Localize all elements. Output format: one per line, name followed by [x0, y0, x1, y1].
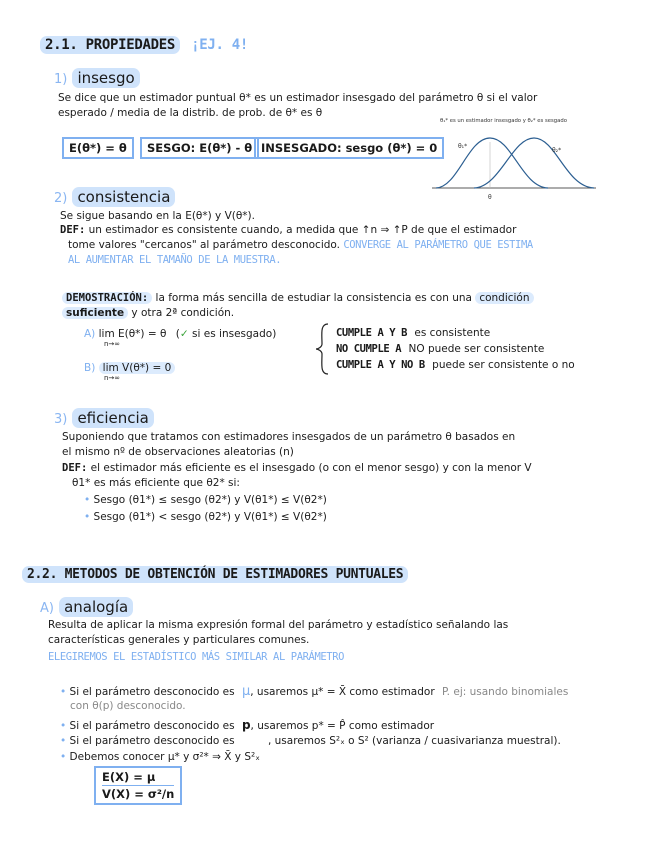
eficiencia-title: eficiencia: [72, 408, 153, 428]
insesgo-title: insesgo: [72, 68, 139, 88]
eficiencia-bullet-1: • Sesgo (θ1*) ≤ sesgo (θ2*) y V(θ1*) ≤ V(θ2*): [84, 494, 327, 506]
demostracion-line1: DEMOSTRACIÓN: la forma más sencilla de estudiar la consistencia es con una condición: [62, 292, 534, 305]
axis-theta-label: θ: [488, 194, 492, 201]
condition-a-limit: n→∞: [104, 340, 121, 348]
condition-a: A) lim E(θ*) = θ (✓ si es insesgado): [84, 328, 277, 340]
analogia-bullet-1-note: con θ(p) desconocido.: [70, 700, 186, 712]
bias-distribution-diagram: [428, 114, 600, 202]
eficiencia-line1: Suponiendo que tratamos con estimadores insesgados de un parámetro θ basados en: [62, 431, 516, 443]
condition-b: B) lim V(θ*) = 0: [84, 362, 175, 375]
curve-label-2: θ₂*: [552, 147, 562, 154]
eficiencia-def-line2: θ1* es más eficiente que θ2* si:: [72, 477, 240, 489]
consistencia-def-line1: DEF: un estimador es consistente cuando, a medida que ↑n ⇒ ↑P de que el estimador: [60, 224, 517, 236]
unbiased-box: INSESGADO: sesgo (θ*) = 0: [254, 137, 444, 159]
consistencia-intro: Se sigue basando en la E(θ*) y V(θ*).: [60, 210, 255, 222]
consistencia-title: consistencia: [72, 187, 175, 207]
insesgo-heading: 1) insesgo: [54, 68, 140, 87]
eficiencia-line2: el mismo nº de observaciones aleatorias (n): [62, 446, 294, 458]
result-brace: [314, 322, 334, 376]
analogia-bullet-3: • Si el parámetro desconocido es , usaremos S²ₓ o S² (varianza / cuasivarianza muestral).: [60, 735, 561, 747]
result-1: CUMPLE A Y B es consistente: [336, 327, 491, 339]
eficiencia-heading: 3) eficiencia: [54, 408, 154, 427]
insesgo-definition-line1: Se dice que un estimador puntual θ* es un estimador insesgado del parámetro θ si el valor: [58, 92, 538, 104]
expectation-formula: E(X) = μ: [102, 769, 174, 786]
variance-formula: V(X) = σ²/n: [102, 787, 175, 801]
consistencia-def-line3: AL AUMENTAR EL TAMAÑO DE LA MUESTRA.: [68, 254, 282, 266]
result-2: NO CUMPLE A NO puede ser consistente: [336, 343, 545, 355]
analogia-title: analogía: [59, 597, 133, 617]
expectation-box: E(θ*) = θ: [62, 137, 134, 159]
bias-box: SESGO: E(θ*) - θ: [140, 137, 259, 159]
result-3: CUMPLE A Y NO B puede ser consistente o no: [336, 359, 575, 371]
section-title: 2.2. METODOS DE OBTENCIÓN DE ESTIMADORES PUNTUALES: [22, 566, 408, 583]
curve-label-1: θ₁*: [458, 143, 468, 150]
section-title: 2.1. PROPIEDADES: [40, 36, 180, 54]
analogia-line1: Resulta de aplicar la misma expresión formal del parámetro y estadístico señalando las: [48, 619, 509, 631]
condition-b-limit: n→∞: [104, 374, 121, 382]
consistencia-def-line2: tome valores "cercanos" al parámetro desconocido. CONVERGE AL PARÁMETRO QUE ESTIMA: [68, 239, 533, 251]
exercise-tag: ¡EJ. 4!: [191, 37, 249, 53]
diagram-caption: θ₁* es un estimador insesgado y θ₂* es sesgado: [440, 118, 567, 124]
estimator-formulas-box: [94, 766, 182, 805]
analogia-highlight: ELEGIREMOS EL ESTADÍSTICO MÁS SIMILAR AL PARÁMETRO: [48, 651, 345, 663]
analogia-heading: A) analogía: [40, 597, 133, 616]
eficiencia-def-line1: DEF: el estimador más eficiente es el insesgado (o con el menor sesgo) y con la menor V: [62, 462, 532, 474]
consistencia-heading: 2) consistencia: [54, 187, 175, 206]
insesgo-definition-line2: esperado / media de la distrib. de prob. de θ* es θ: [58, 107, 323, 119]
analogia-line2: características generales y particulares comunes.: [48, 634, 310, 646]
analogia-bullet-4: • Debemos conocer μ* y σ²* ⇒ X̄ y S²ₓ: [60, 751, 260, 763]
demostracion-line2: suficiente y otra 2ª condición.: [62, 307, 234, 320]
eficiencia-bullet-2: • Sesgo (θ1*) < sesgo (θ2*) y V(θ1*) ≤ V(θ2*): [84, 511, 327, 523]
biased-curve: [474, 138, 594, 188]
section-2-2-heading: [22, 563, 408, 582]
unbiased-curve: [436, 138, 548, 188]
section-2-1-heading: [40, 34, 248, 53]
analogia-bullet-2: • Si el parámetro desconocido es p, usaremos p* = P̂ como estimador: [60, 718, 435, 732]
analogia-bullet-1: • Si el parámetro desconocido es μ, usaremos μ* = X̄ como estimador P. ej: usando binomiales: [60, 684, 569, 699]
